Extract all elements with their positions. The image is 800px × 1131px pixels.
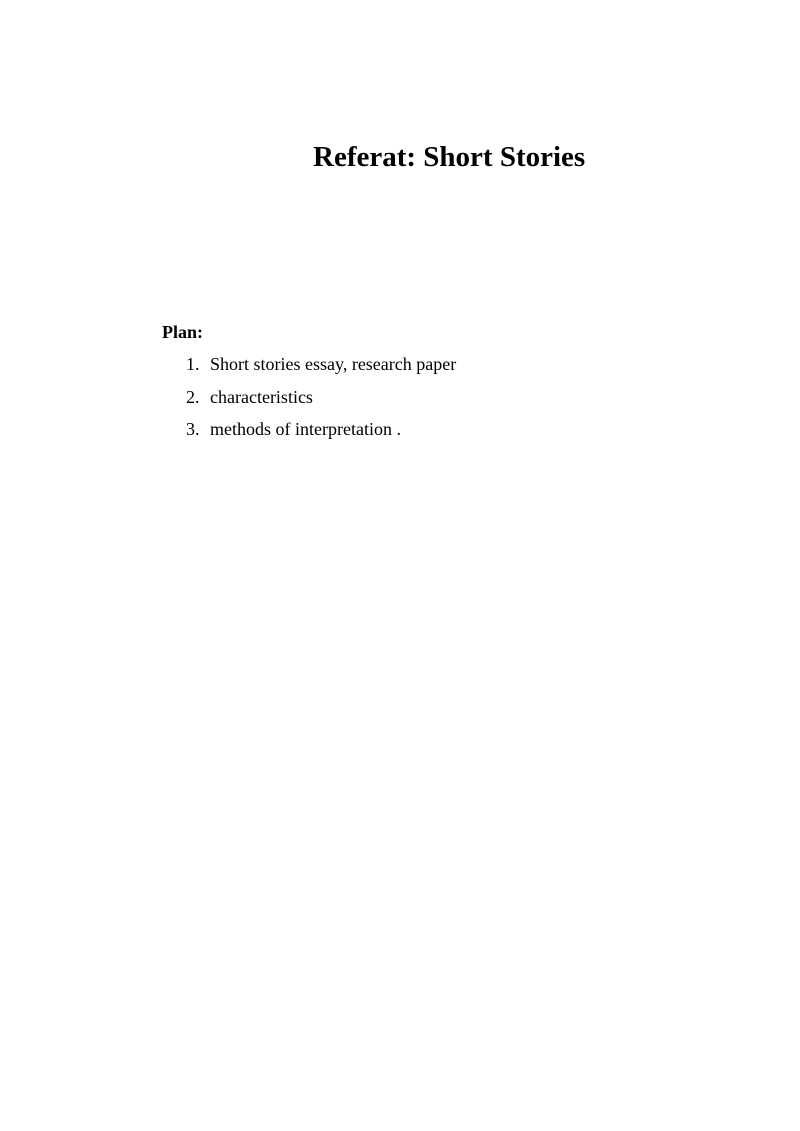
plan-item-number: 3. [186, 419, 200, 439]
plan-item [186, 385, 456, 409]
plan-item-text: Short stories essay, research paper [210, 354, 457, 374]
plan-item [186, 417, 456, 441]
document-title: Referat: Short Stories [313, 141, 586, 173]
plan-item-text: methods of interpretation . [210, 419, 401, 439]
plan-item-number: 2. [186, 386, 200, 407]
plan-item [186, 352, 456, 376]
plan-item-number: 1. [186, 354, 200, 374]
plan-item-text: characteristics [210, 386, 313, 407]
plan-heading: Plan: [162, 322, 204, 342]
plan-list [186, 352, 456, 450]
